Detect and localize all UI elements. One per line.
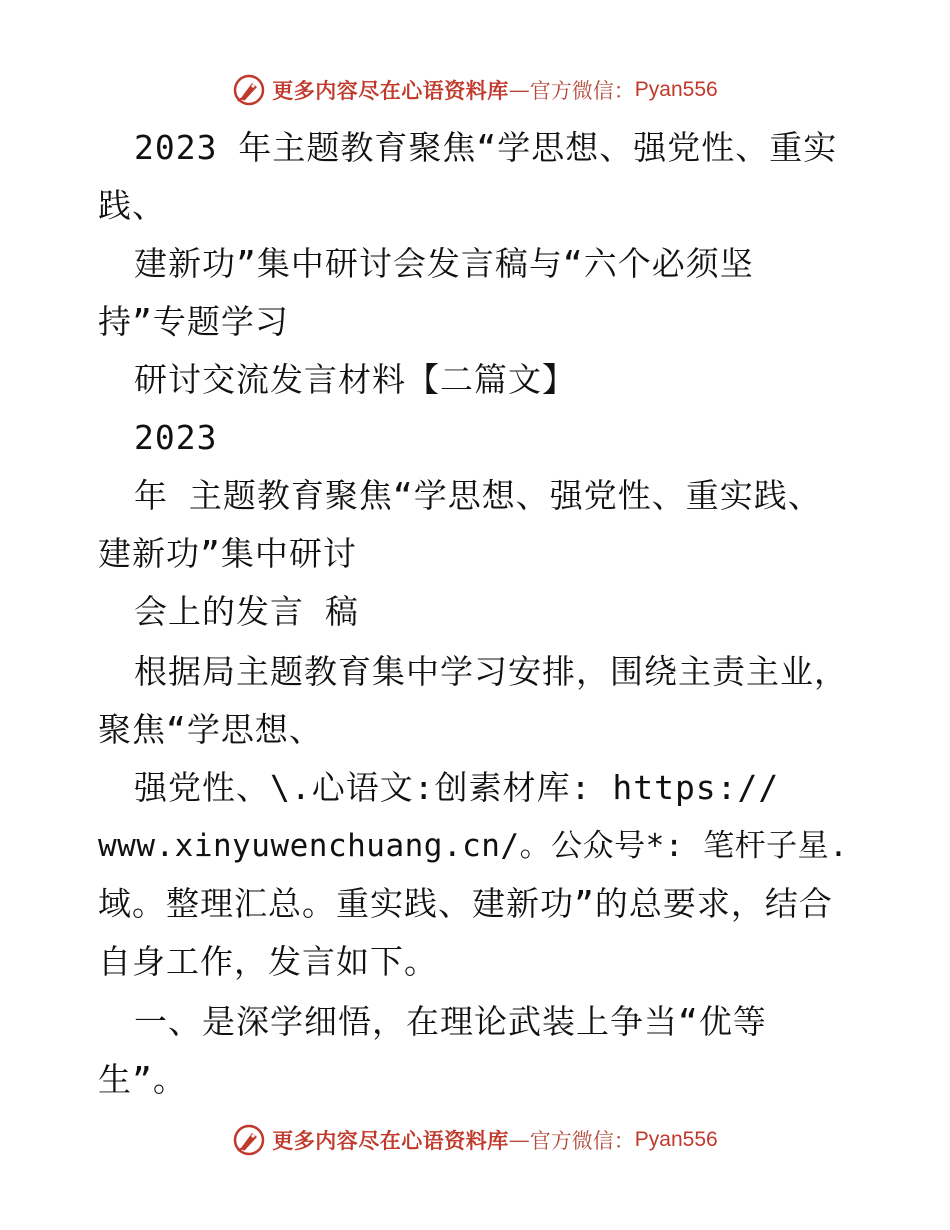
pen-nib-logo-icon <box>232 1123 266 1157</box>
doc-line-paragraph-2: 聚焦“学思想、 <box>98 710 323 749</box>
doc-line-paragraph-4: www.xinyuwenchuang.cn/。公众号*: 笔杆子星. <box>98 828 849 864</box>
banner-wechat-id: Pyan556 <box>634 78 718 101</box>
doc-line-subtitle-1: 年 主题教育聚焦“学思想、强党性、重实践、 <box>134 476 822 515</box>
doc-line-paragraph-6: 自身工作，发言如下。 <box>98 942 438 981</box>
doc-line-title-1: 2023 年主题教育聚焦“学思想、强党性、重实 <box>134 128 838 167</box>
footer-watermark-banner <box>0 1118 950 1162</box>
doc-line-paragraph-5: 域。整理汇总。重实践、建新功”的总要求，结合 <box>98 884 833 923</box>
banner-separator: — <box>508 1128 530 1152</box>
doc-line-paragraph-1: 根据局主题教育集中学习安排，围绕主责主业， <box>134 652 848 691</box>
banner-separator: — <box>508 78 530 102</box>
banner-main-text: 更多内容尽在心语资料库 <box>272 1128 509 1153</box>
doc-line-title-3: 建新功”集中研讨会发言稿与“六个必须坚 <box>134 244 754 283</box>
doc-line-title-2: 践、 <box>98 186 166 225</box>
pen-nib-logo-icon <box>232 73 266 107</box>
doc-line-paragraph-3: 强党性、\.心语文:创素材库: https:// <box>134 768 780 807</box>
doc-line-subtitle-3: 会上的发言 稿 <box>134 592 359 631</box>
banner-wechat-id: Pyan556 <box>634 1128 718 1151</box>
doc-line-section-heading-1: 一、是深学细悟，在理论武装上争当“优等 <box>134 1002 767 1041</box>
doc-line-title-5: 研讨交流发言材料【二篇文】 <box>134 360 576 399</box>
doc-line-subtitle-2: 建新功”集中研讨 <box>98 534 357 573</box>
banner-wechat-label: 官方微信： <box>529 1129 635 1153</box>
banner-main-text: 更多内容尽在心语资料库 <box>272 78 509 103</box>
header-watermark-banner <box>0 68 950 112</box>
doc-line-title-4: 持”专题学习 <box>98 302 289 341</box>
doc-line-year: 2023 <box>134 418 218 457</box>
doc-line-section-heading-2: 生”。 <box>98 1060 187 1099</box>
banner-wechat-label: 官方微信： <box>529 79 635 103</box>
